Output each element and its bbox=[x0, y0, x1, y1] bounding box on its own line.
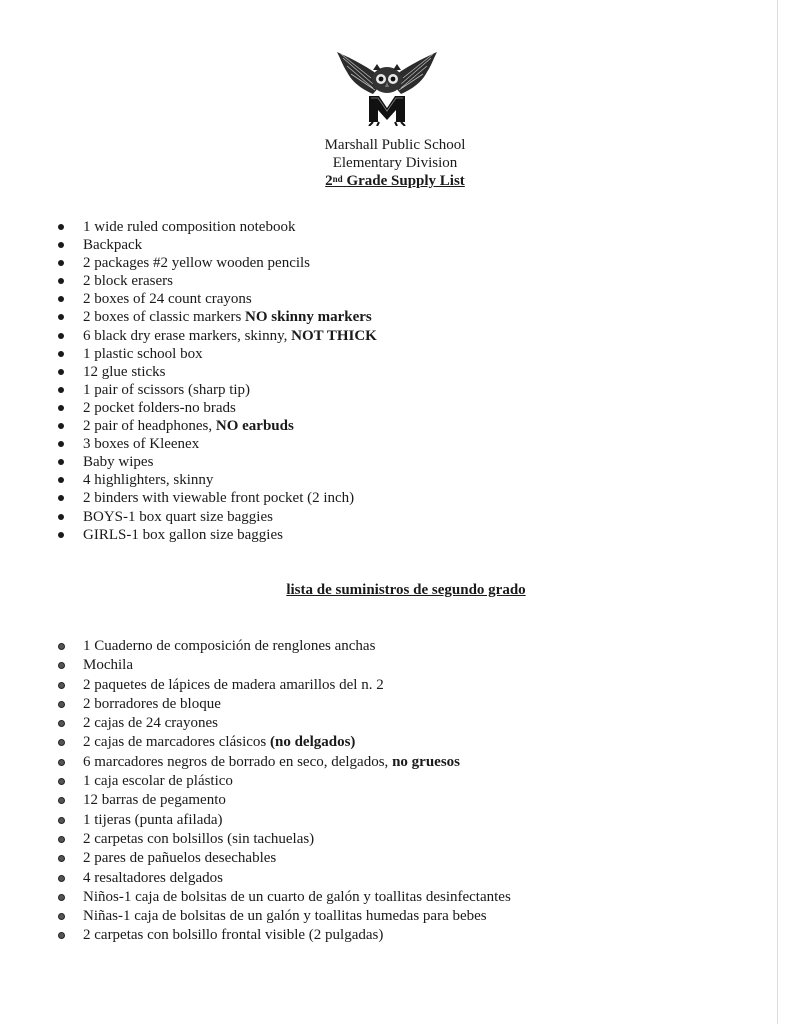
bullet-icon bbox=[58, 817, 65, 824]
bullet-icon bbox=[58, 423, 64, 429]
list-item bbox=[56, 363, 377, 381]
list-item-text: 2 borradores de bloque bbox=[83, 695, 221, 712]
bullet-icon bbox=[58, 739, 65, 746]
list-item-emphasis: (no delgados) bbox=[270, 734, 356, 751]
list-item-text: 2 binders with viewable front pocket (2 inch) bbox=[83, 490, 355, 507]
bullet-icon bbox=[58, 701, 65, 708]
list-item bbox=[56, 714, 511, 733]
list-item-text: 2 pocket folders-no brads bbox=[83, 399, 236, 416]
spanish-supply-list bbox=[56, 637, 511, 946]
list-item bbox=[56, 489, 377, 507]
list-item bbox=[56, 345, 377, 363]
bullet-icon bbox=[58, 477, 64, 483]
list-item bbox=[56, 399, 377, 417]
bullet-icon bbox=[58, 662, 65, 669]
bullet-icon bbox=[58, 797, 65, 804]
bullet-icon bbox=[58, 278, 64, 284]
page-title bbox=[0, 172, 790, 190]
bullet-icon bbox=[58, 720, 65, 727]
list-item-emphasis: NOT THICK bbox=[291, 327, 377, 344]
grade-suffix: nd bbox=[332, 174, 343, 184]
list-item-text: 2 block erasers bbox=[83, 273, 173, 290]
list-item-text: Niños-1 caja de bolsitas de un cuarto de galón y toallitas desinfectantes bbox=[83, 888, 511, 905]
list-item bbox=[56, 290, 377, 308]
list-item-text: 2 pares de pañuelos desechables bbox=[83, 850, 277, 867]
list-item-text: 1 wide ruled composition notebook bbox=[83, 219, 296, 235]
bullet-icon bbox=[58, 441, 64, 447]
list-item-text: 1 tijeras (punta afilada) bbox=[83, 811, 223, 828]
list-item-text: 6 black dry erase markers, skinny, bbox=[83, 327, 292, 344]
list-item-text: 1 Cuaderno de composición de renglones anchas bbox=[83, 638, 376, 654]
list-item bbox=[56, 656, 511, 675]
list-item bbox=[56, 308, 377, 326]
list-item bbox=[56, 381, 377, 399]
list-item bbox=[56, 417, 377, 435]
list-item-text: 1 plastic school box bbox=[83, 345, 203, 362]
list-item-text: 6 marcadores negros de borrado en seco, delgados, bbox=[83, 753, 393, 770]
bullet-icon bbox=[58, 224, 64, 230]
spanish-list-title: lista de suministros de segundo grado bbox=[286, 582, 526, 598]
list-item-text: Backpack bbox=[83, 237, 143, 254]
list-item-text: 12 barras de pegamento bbox=[83, 792, 226, 809]
bullet-icon bbox=[58, 836, 65, 843]
list-item bbox=[56, 926, 511, 945]
bullet-icon bbox=[58, 913, 65, 920]
list-item-text: 4 resaltadores delgados bbox=[83, 869, 223, 886]
bullet-icon bbox=[58, 682, 65, 689]
list-item bbox=[56, 453, 377, 471]
list-item-emphasis: NO skinny markers bbox=[245, 309, 372, 326]
list-item bbox=[56, 508, 377, 526]
list-item bbox=[56, 637, 511, 656]
bullet-icon bbox=[58, 333, 64, 339]
bullet-icon bbox=[58, 514, 64, 520]
list-item-text: BOYS-1 box quart size baggies bbox=[83, 508, 273, 525]
list-item-text: 2 carpetas con bolsillos (sin tachuelas) bbox=[83, 830, 315, 847]
bullet-icon bbox=[58, 242, 64, 248]
bullet-icon bbox=[58, 759, 65, 766]
list-item bbox=[56, 733, 511, 752]
list-item-text: 1 pair of scissors (sharp tip) bbox=[83, 381, 251, 398]
bullet-icon bbox=[58, 778, 65, 785]
school-name: Marshall Public School bbox=[324, 137, 466, 153]
list-item-text: 2 boxes of classic markers bbox=[83, 309, 246, 326]
grade-number: 2 bbox=[325, 173, 333, 189]
list-item-text: 2 cajas de 24 crayones bbox=[83, 715, 218, 732]
bullet-icon bbox=[58, 387, 64, 393]
list-item-text: 3 boxes of Kleenex bbox=[83, 436, 200, 453]
bullet-icon bbox=[58, 369, 64, 375]
list-item bbox=[56, 811, 511, 830]
list-item-text: 2 pair of headphones, bbox=[83, 418, 216, 435]
list-title: Grade Supply List bbox=[346, 173, 465, 189]
bullet-icon bbox=[58, 875, 65, 882]
list-item bbox=[56, 526, 377, 544]
bullet-icon bbox=[58, 495, 64, 501]
bullet-icon bbox=[58, 260, 64, 266]
bullet-icon bbox=[58, 894, 65, 901]
list-item bbox=[56, 907, 511, 926]
list-item-text: Mochila bbox=[83, 657, 133, 674]
division-name: Elementary Division bbox=[332, 155, 458, 171]
bullet-icon bbox=[58, 932, 65, 939]
list-item-text: 2 paquetes de lápices de madera amarillos del n. 2 bbox=[83, 676, 384, 693]
list-item bbox=[56, 695, 511, 714]
bullet-icon bbox=[58, 405, 64, 411]
list-item bbox=[56, 471, 377, 489]
owl-m-logo-icon bbox=[333, 50, 441, 126]
list-item bbox=[56, 676, 511, 695]
list-item-emphasis: NO earbuds bbox=[215, 418, 294, 435]
bullet-icon bbox=[58, 532, 64, 538]
list-item bbox=[56, 753, 511, 772]
list-item bbox=[56, 830, 511, 849]
bullet-icon bbox=[58, 459, 64, 465]
list-item bbox=[56, 791, 511, 810]
list-item-text: Baby wipes bbox=[83, 454, 154, 471]
list-item bbox=[56, 435, 377, 453]
list-item bbox=[56, 327, 377, 345]
list-item-text: 4 highlighters, skinny bbox=[83, 472, 214, 489]
bullet-icon bbox=[58, 643, 65, 650]
list-item-text: GIRLS-1 box gallon size baggies bbox=[83, 526, 283, 543]
list-item bbox=[56, 888, 511, 907]
list-item bbox=[56, 272, 377, 290]
bullet-icon bbox=[58, 351, 64, 357]
list-item bbox=[56, 869, 511, 888]
list-item bbox=[56, 772, 511, 791]
list-item bbox=[56, 236, 377, 254]
list-item bbox=[56, 218, 377, 236]
list-item bbox=[56, 849, 511, 868]
list-item-emphasis: no gruesos bbox=[392, 753, 460, 770]
list-item-text: 2 cajas de marcadores clásicos bbox=[83, 734, 270, 751]
list-item-text: Niñas-1 caja de bolsitas de un galón y toallitas humedas para bebes bbox=[83, 908, 487, 925]
list-item-text: 12 glue sticks bbox=[83, 363, 166, 380]
bullet-icon bbox=[58, 855, 65, 862]
list-item-text: 2 carpetas con bolsillo frontal visible (2 pulgadas) bbox=[83, 927, 384, 944]
list-item-text: 1 caja escolar de plástico bbox=[83, 773, 233, 790]
list-item-text: 2 packages #2 yellow wooden pencils bbox=[83, 255, 311, 272]
english-supply-list bbox=[56, 218, 377, 544]
bullet-icon bbox=[58, 296, 64, 302]
bullet-icon bbox=[58, 314, 64, 320]
list-item-text: 2 boxes of 24 count crayons bbox=[83, 291, 252, 308]
list-item bbox=[56, 254, 377, 272]
